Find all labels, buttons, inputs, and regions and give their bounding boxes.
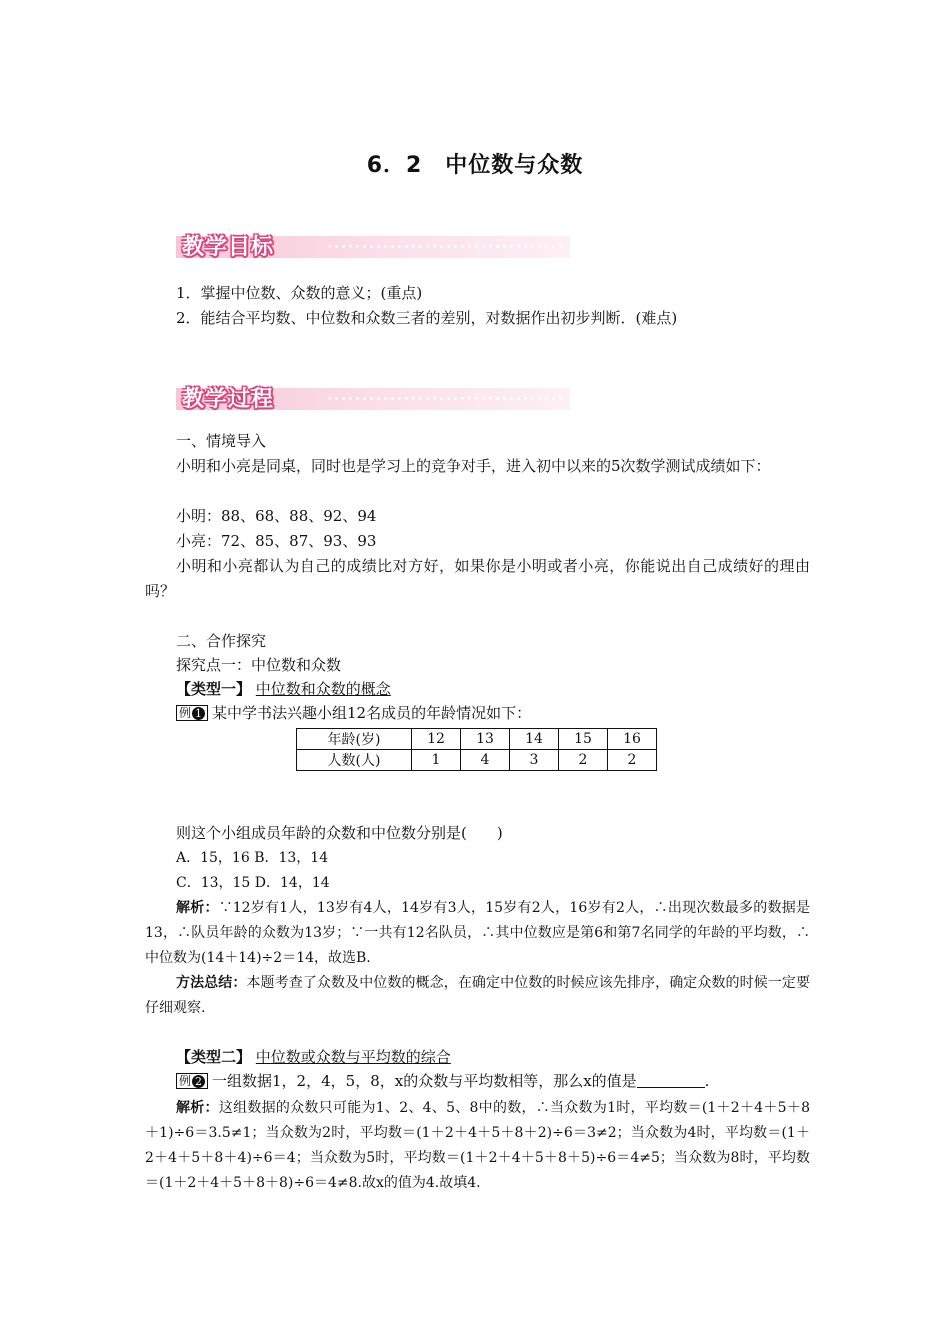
type2-title: 中位数或众数与平均数的综合 xyxy=(255,1048,451,1066)
table-cell: 2 xyxy=(559,750,608,771)
intro-paragraph-2: 小明和小亮都认为自己的成绩比对方好，如果你是小明或者小亮，你能说出自己成绩好的理由吗？ xyxy=(145,557,810,600)
banner-dots xyxy=(326,243,566,251)
type1-title: 中位数和众数的概念 xyxy=(255,680,391,698)
table-cell: 13 xyxy=(461,729,510,750)
example-1-method xyxy=(145,971,810,1021)
banner-label: 教学过程 xyxy=(182,387,275,412)
explore-point-1: 探究点一：中位数和众数 xyxy=(176,656,342,674)
table-cell: 12 xyxy=(412,729,461,750)
table-cell: 15 xyxy=(559,729,608,750)
intro-heading: 一、情境导入 xyxy=(176,432,267,450)
analysis-label: 解析： xyxy=(176,1100,219,1116)
example-2 xyxy=(176,1070,816,1092)
example-1-options-ab: A．15，16 B．13，14 xyxy=(176,850,329,866)
answer-blank xyxy=(637,1073,705,1088)
explore-heading: 二、合作探究 xyxy=(176,632,267,650)
table-row-label: 人数(人) xyxy=(297,750,412,771)
table-cell: 2 xyxy=(608,750,657,771)
section-banner-process xyxy=(176,382,570,412)
age-table xyxy=(296,728,657,771)
table-cell: 14 xyxy=(510,729,559,750)
example-label: 例 xyxy=(179,706,192,720)
example-number: 2 xyxy=(192,1075,205,1088)
analysis-label: 解析： xyxy=(176,900,219,916)
example-2-period: . xyxy=(704,1072,710,1090)
example-label: 例 xyxy=(179,1074,192,1088)
example-number: 1 xyxy=(192,707,205,720)
xiaoliang-scores: 小亮：72、85、87、93、93 xyxy=(176,532,377,550)
method-text: 本题考查了众数及中位数的概念，在确定中位数的时候应该先排序，确定众数的时候一定要仔细观察. xyxy=(145,975,811,1016)
analysis-text: ∵12岁有1人，13岁有4人，14岁有3人，15岁有2人，16岁有2人，∴出现次数最多的数据是13，∴队员年龄的众数为13岁；∵一共有12名队员，∴其中位数应是第6和第7名同学的年龄的平均数，∴中位数为(14＋14)÷2＝14，故选B. xyxy=(145,900,811,966)
goal-item-2: 2．能结合平均数、中位数和众数三者的差别，对数据作出初步判断．(难点) xyxy=(176,309,678,327)
table-cell: 4 xyxy=(461,750,510,771)
banner-label: 教学目标 xyxy=(182,235,275,260)
section-banner-goals xyxy=(176,230,570,260)
example-1-text: 某中学书法兴趣小组12名成员的年龄情况如下： xyxy=(212,704,532,722)
goal-item-1: 1．掌握中位数、众数的意义；(重点) xyxy=(176,284,423,302)
example-1-options-cd: C．13，15 D．14，14 xyxy=(176,875,330,891)
table-row-label: 年龄(岁) xyxy=(297,729,412,750)
banner-dots xyxy=(326,395,566,403)
table-row xyxy=(297,729,657,750)
example-1-analysis xyxy=(145,896,810,971)
analysis-text: 这组数据的众数只可能为1、2、4、5、8中的数，∴当众数为1时，平均数＝(1＋2＋4＋5＋8＋1)÷6＝3.5≠1；当众数为2时，平均数＝(1＋2＋4＋5＋8＋2)÷6＝3≠2；当众数为4时，平均数＝(1＋2＋4＋5＋8＋4)÷6＝4；当众数为5时，平均数＝(1＋2＋4＋5＋8＋5)÷6＝4≠5；当众数为8时，平均数＝(1＋2＋4＋5＋8＋8)÷6＝4≠8.故x的值为4.故填4. xyxy=(145,1100,810,1191)
table-cell: 16 xyxy=(608,729,657,750)
method-label: 方法总结： xyxy=(176,975,247,991)
type1-tag: 【类型一】 xyxy=(176,680,252,698)
type2-tag: 【类型二】 xyxy=(176,1048,252,1066)
xiaoming-scores: 小明：88、68、88、92、94 xyxy=(176,507,377,525)
example-2-analysis xyxy=(145,1096,810,1196)
intro-paragraph-1: 小明和小亮是同桌，同时也是学习上的竞争对手，进入初中以来的5次数学测试成绩如下： xyxy=(176,457,771,475)
example-badge xyxy=(176,705,208,721)
example-1-question: 则这个小组成员年龄的众数和中位数分别是( ) xyxy=(176,824,503,842)
type2-heading xyxy=(176,1046,816,1068)
type1-heading xyxy=(176,678,816,700)
table-cell: 1 xyxy=(412,750,461,771)
example-badge xyxy=(176,1073,208,1089)
table-cell: 3 xyxy=(510,750,559,771)
page-title: 6．2 中位数与众数 xyxy=(366,153,584,178)
example-2-text: 一组数据1，2，4，5，8，x的众数与平均数相等，那么x的值是 xyxy=(212,1072,637,1090)
table-row xyxy=(297,750,657,771)
example-1 xyxy=(176,702,816,724)
